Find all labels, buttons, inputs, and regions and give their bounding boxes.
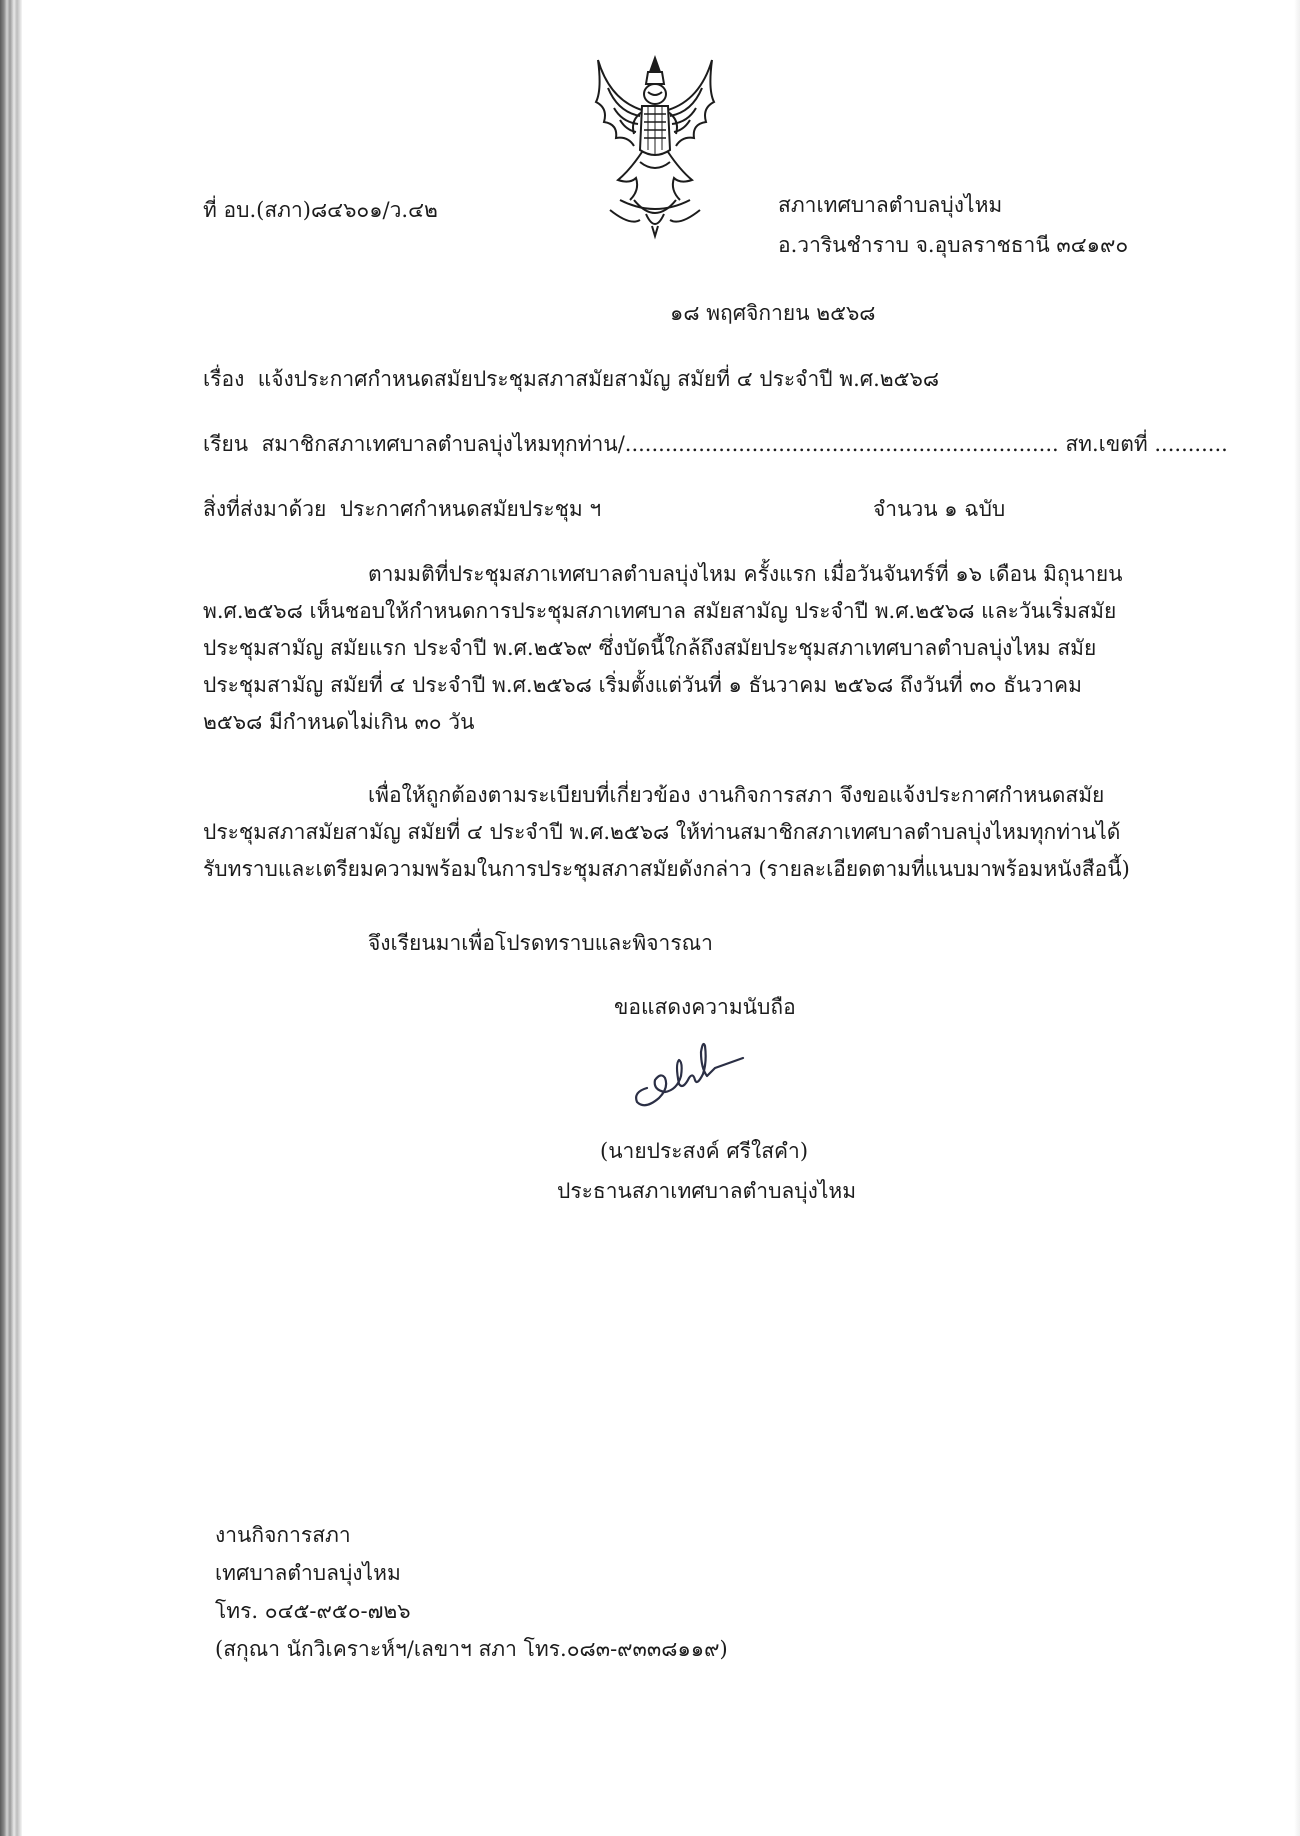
enclosure-count: จำนวน ๑ ฉบับ <box>873 497 1006 521</box>
subject-label: เรื่อง <box>203 367 245 391</box>
enclosure-line <box>203 494 601 524</box>
footer-organization: เทศบาลตำบลบุ่งไหม <box>215 1561 401 1585</box>
subject-text: แจ้งประกาศกำหนดสมัยประชุมสภาสมัยสามัญ สมัยที่ ๔ ประจำปี พ.ศ.๒๕๖๘ <box>257 367 940 391</box>
paragraph-1-line: ตามมติที่ประชุมสภาเทศบาลตำบลบุ่งไหม ครั้งแรก เมื่อวันจันทร์ที่ ๑๖ เดือน มิถุนายน <box>368 562 1123 586</box>
recipient-label: เรียน <box>203 432 249 456</box>
office-name: สภาเทศบาลตำบลบุ่งไหม <box>778 193 1003 217</box>
reference-number: ที่ อบ.(สภา)๘๔๖๐๑/ว.๔๒ <box>203 198 438 222</box>
recipient-line <box>203 429 1228 459</box>
paragraph-1-line: พ.ศ.๒๕๖๘ เห็นชอบให้กำหนดการประชุมสภาเทศบาล สมัยสามัญ ประจำปี พ.ศ.๒๕๖๘ และวันเริ่มสมัย <box>203 599 1117 623</box>
office-address: อ.วารินชำราบ จ.อุบลราชธานี ๓๔๑๙๐ <box>778 233 1129 257</box>
handwritten-signature <box>625 1032 750 1112</box>
footer-phone: โทร. ๐๔๕-๙๕๐-๗๒๖ <box>215 1599 411 1623</box>
scan-edge-right <box>1294 0 1300 1836</box>
paragraph-1-line: ประชุมสามัญ สมัยที่ ๔ ประจำปี พ.ศ.๒๕๖๘ เริ่มตั้งแต่วันที่ ๑ ธันวาคม ๒๕๖๘ ถึงวันที่ ๓๐ ธันวาคม <box>203 673 1082 697</box>
garuda-emblem-icon <box>590 50 720 240</box>
paragraph-2-line: รับทราบและเตรียมความพร้อมในการประชุมสภาสมัยดังกล่าว (รายละเอียดตามที่แนบมาพร้อมหนังสือนี้) <box>203 857 1130 881</box>
paragraph-1-line: ๒๕๖๘ มีกำหนดไม่เกิน ๓๐ วัน <box>203 710 475 734</box>
body-paragraph-1 <box>203 556 1173 741</box>
paragraph-1-line: ประชุมสามัญ สมัยแรก ประจำปี พ.ศ.๒๕๖๙ ซึ่งบัดนี้ใกล้ถึงสมัยประชุมสภาเทศบาลตำบลบุ่งไหม สมัย <box>203 636 1097 660</box>
subject-line <box>203 364 939 394</box>
enclosure-label: สิ่งที่ส่งมาด้วย <box>203 497 327 521</box>
footer-department: งานกิจการสภา <box>215 1523 351 1547</box>
paragraph-2-line: ประชุมสภาสมัยสามัญ สมัยที่ ๔ ประจำปี พ.ศ.๒๕๖๘ ให้ท่านสมาชิกสภาเทศบาลตำบลบุ่งไหมทุกท่านได้ <box>203 820 1121 844</box>
scan-edge <box>0 0 22 1836</box>
recipient-text: สมาชิกสภาเทศบาลตำบลบุ่งไหมทุกท่าน/................................................................. สท.เขตที่ ........... <box>261 432 1228 456</box>
paragraph-2-line: เพื่อให้ถูกต้องตามระเบียบที่เกี่ยวข้อง งานกิจการสภา จึงขอแจ้งประกาศกำหนดสมัย <box>368 783 1105 807</box>
body-paragraph-2 <box>203 777 1173 888</box>
document-date: ๑๘ พฤศจิกายน ๒๕๖๘ <box>670 301 876 325</box>
signer-name: (นายประสงค์ ศรีใสคำ) <box>600 1139 809 1163</box>
signer-position: ประธานสภาเทศบาลตำบลบุ่งไหม <box>557 1179 857 1203</box>
closing-sentence: จึงเรียนมาเพื่อโปรดทราบและพิจารณา <box>368 931 713 955</box>
salutation: ขอแสดงความนับถือ <box>614 995 796 1019</box>
footer-contact: (สกุณา นักวิเคราะห์ฯ/เลขาฯ สภา โทร.๐๘๓-๙๓๓๘๑๑๙) <box>215 1637 728 1661</box>
enclosure-text: ประกาศกำหนดสมัยประชุม ฯ <box>339 497 602 521</box>
